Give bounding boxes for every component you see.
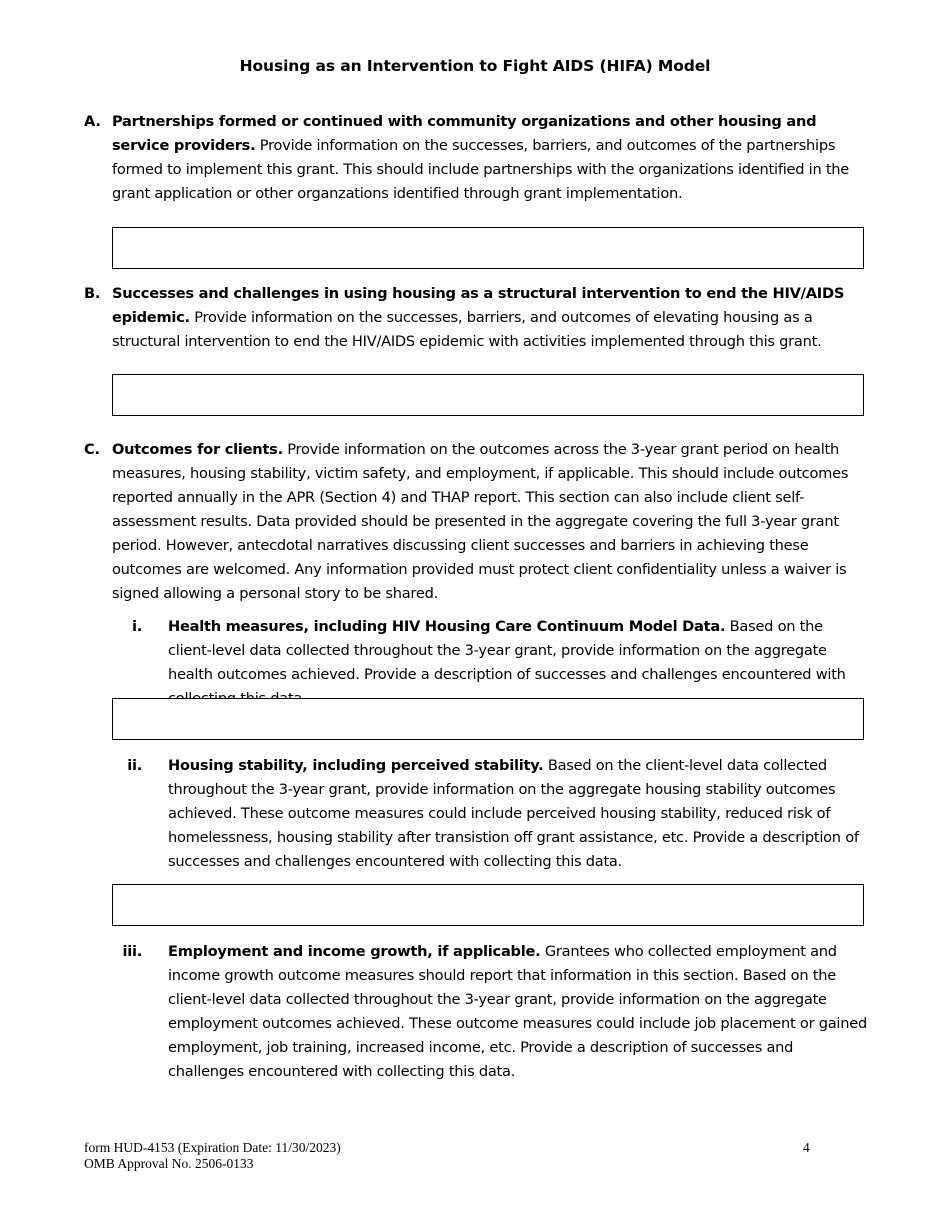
section-a-body: Provide information on the successes, barriers, and outcomes of the partnerships formed to implement this grant. This should include partnerships with the organizations identified in the grant application or other organzations identified through grant implementation. [112,137,850,202]
section-b-body: Provide information on the successes, barriers, and outcomes of elevating housing as a structural intervention to end the HIV/AIDS epidemic with activities implemented through this grant. [112,309,822,350]
footer-form-info [84,1140,341,1172]
section-a [84,110,869,206]
section-b-response-box[interactable] [112,374,864,416]
section-a-heading: Partnerships formed or continued with community organizations and other housing and service providers. [112,113,817,154]
subsection-c-ii-body: Based on the client-level data collected throughout the 3-year grant, provide information on the aggregate housing stability outcomes achieved. These outcome measures could include perceived housing stability, reduced risk of homelessness, housing stability after transistion off grant assistance, etc. Provide a description of successes and challenges encountered with collecting this data. [168,757,859,870]
subsection-c-i-response-box[interactable] [112,698,864,740]
subsection-c-iii-body: Grantees who collected employment and income growth outcome measures should report that information in this section. Based on the client-level data collected throughout the 3-year grant, provide information on the aggregate employment outcomes achieved. These outcome measures could include job placement or gained employment, job training, increased income, etc. Provide a description of successes and challenges encountered with collecting this data. [168,943,867,1080]
footer-omb-line: OMB Approval No. 2506-0133 [84,1156,254,1171]
subsection-c-i-heading: Health measures, including HIV Housing Care Continuum Model Data. [168,618,726,635]
section-c-body: Provide information on the outcomes across the 3-year grant period on health measures, housing stability, victim safety, and employment, if applicable. This should include outcomes reported annually in the APR (Section 4) and THAP report. This section can also include client self-assessment results. Data provided should be presented in the aggregate covering the full 3-year grant period. However, antecdotal narratives discussing client successes and barriers in achieving these outcomes are welcomed. Any information provided must protect client confidentiality unless a waiver is signed allowing a personal story to be shared. [112,441,849,602]
page-title: Housing as an Intervention to Fight AIDS (HIFA) Model [239,57,711,75]
subsection-c-ii-response-box[interactable] [112,884,864,926]
section-c [84,438,869,606]
subsection-c-ii [112,754,869,874]
section-b-heading: Successes and challenges in using housing as a structural intervention to end the HIV/AIDS epidemic. [112,285,845,326]
subsection-c-i-numeral: i. [131,618,142,635]
page-number: 4 [803,1140,810,1155]
section-a-response-box[interactable] [112,227,864,269]
subsection-c-iii-numeral: iii. [122,943,142,960]
section-b-letter: B. [84,285,101,302]
section-c-heading: Outcomes for clients. [112,441,283,458]
subsection-c-iii-heading: Employment and income growth, if applicable. [168,943,541,960]
subsection-c-i [112,615,869,711]
subsection-c-ii-numeral: ii. [127,757,142,774]
section-c-letter: C. [84,441,100,458]
section-a-letter: A. [84,113,101,130]
subsection-c-iii [112,940,869,1084]
subsection-c-ii-heading: Housing stability, including perceived stability. [168,757,544,774]
subsection-c-i-body: Based on the client-level data collected throughout the 3-year grant, provide information on the aggregate health outcomes achieved. Provide a description of successes and challenges encountered with [168,618,846,683]
section-b [84,282,869,354]
footer-form-line: form HUD-4153 (Expiration Date: 11/30/2023) [84,1140,341,1155]
